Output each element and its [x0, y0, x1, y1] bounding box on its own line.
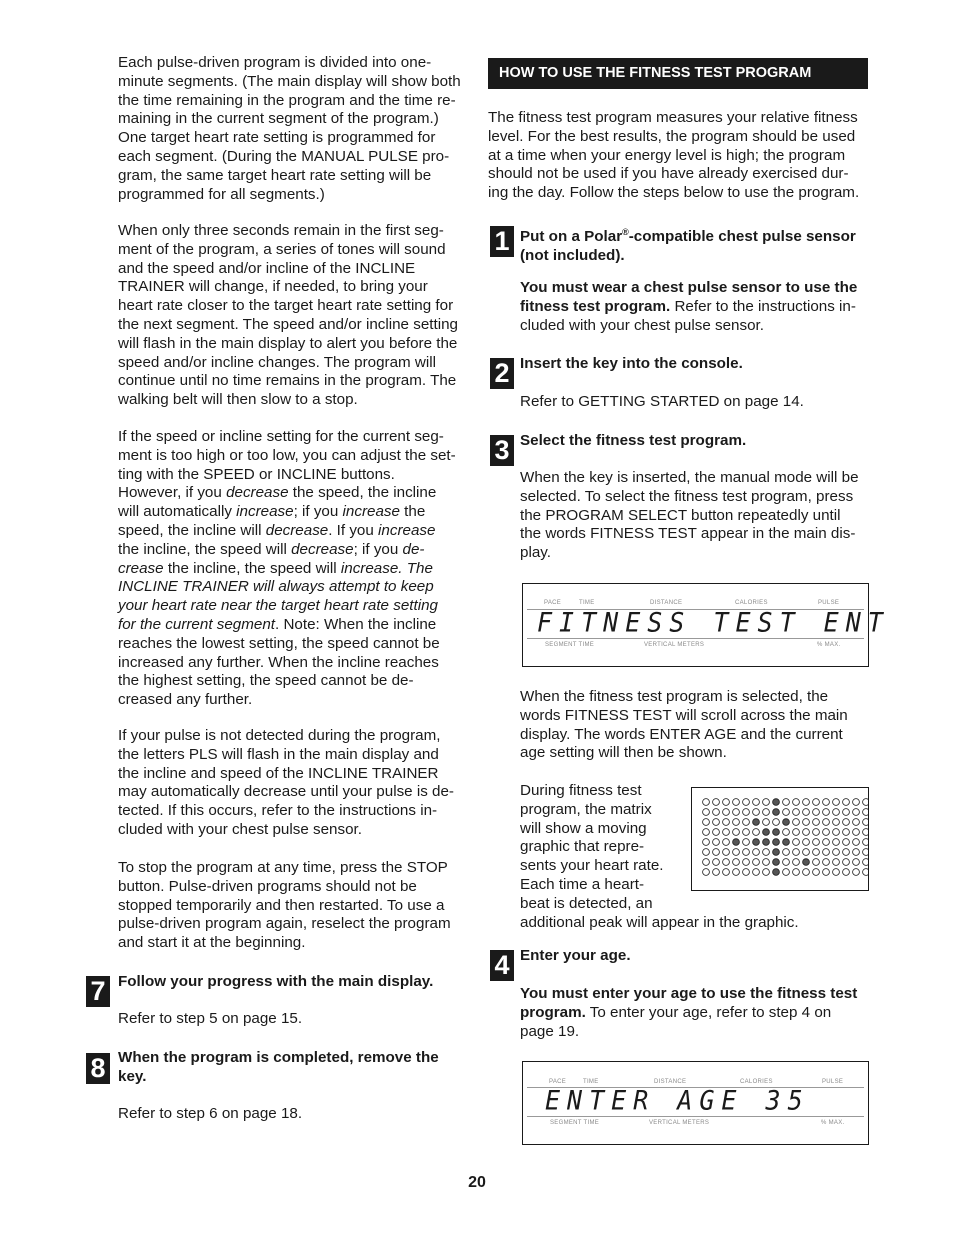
display-label-pace: PACE: [544, 600, 562, 606]
matrix-dot: [843, 829, 850, 836]
matrix-dot: [833, 829, 840, 836]
matrix-dot: [783, 869, 790, 876]
heart-rate-matrix-graphic: [691, 787, 869, 891]
matrix-dot: [723, 799, 730, 806]
matrix-dot: [853, 809, 860, 816]
matrix-dot: [743, 869, 750, 876]
matrix-dot: [853, 829, 860, 836]
display-label-pulse: PULSE: [818, 600, 840, 606]
display-label-distance: DISTANCE: [654, 1079, 687, 1085]
step-8-number: 8: [86, 1053, 110, 1084]
matrix-dot: [833, 869, 840, 876]
display-text: ENTER AGE 35: [545, 1085, 810, 1116]
matrix-dot: [823, 819, 830, 826]
step-3-body-3: During fitness test program, the matrix will show a moving graphic that repre- sents your heart rate. Each time a heart- beat is detected, an additional peak will appear in the graphic.: [520, 782, 799, 931]
matrix-dot: [833, 809, 840, 816]
matrix-dot: [783, 829, 790, 836]
matrix-dot: [823, 829, 830, 836]
matrix-dot: [803, 859, 810, 866]
display-label-calories: CALORIES: [740, 1079, 773, 1085]
matrix-dot: [833, 799, 840, 806]
matrix-dot: [763, 809, 770, 816]
matrix-dot: [733, 829, 740, 836]
matrix-dot: [833, 839, 840, 846]
matrix-dot: [743, 829, 750, 836]
display-label-time: TIME: [583, 1079, 599, 1085]
display-label-percent-max: % MAX.: [821, 1120, 845, 1126]
step-8-title: When the program is completed, remove the key.: [118, 1049, 439, 1085]
matrix-dot: [853, 869, 860, 876]
matrix-dot: [793, 809, 800, 816]
matrix-dot: [723, 829, 730, 836]
step-1-title: Put on a Polar®-compatible chest pulse sensor (not included).: [520, 227, 856, 264]
matrix-dot: [813, 839, 820, 846]
matrix-dot: [823, 849, 830, 856]
display-label-segment-time: SEGMENT TIME: [550, 1120, 600, 1126]
matrix-dot: [703, 829, 710, 836]
step-4-title: Enter your age.: [520, 947, 631, 964]
matrix-dot: [703, 799, 710, 806]
matrix-dot: [753, 859, 760, 866]
matrix-dot: [753, 839, 760, 846]
step-3-body: When the key is inserted, the manual mode will be selected. To select the fitness test program, press the PROGRAM SELECT button repeatedly until the words FITNESS TEST appear in the main dis- play.: [520, 469, 859, 562]
matrix-dot: [803, 829, 810, 836]
matrix-dot: [773, 799, 780, 806]
matrix-dot: [833, 859, 840, 866]
matrix-dot: [853, 839, 860, 846]
matrix-dot: [783, 819, 790, 826]
display-label-pulse: PULSE: [822, 1079, 844, 1085]
step-4-number: 4: [490, 950, 514, 981]
matrix-dot: [743, 859, 750, 866]
matrix-dot: [853, 819, 860, 826]
matrix-dot: [763, 839, 770, 846]
matrix-dot: [723, 859, 730, 866]
matrix-dot: [853, 799, 860, 806]
matrix-dot: [733, 859, 740, 866]
display-label-vertical-meters: VERTICAL METERS: [644, 642, 705, 648]
matrix-dot: [773, 839, 780, 846]
display-label-vertical-meters: VERTICAL METERS: [649, 1120, 710, 1126]
matrix-dot: [813, 859, 820, 866]
matrix-dot: [813, 819, 820, 826]
matrix-dot: [803, 799, 810, 806]
matrix-dot: [853, 859, 860, 866]
matrix-dot: [813, 809, 820, 816]
step-3-number: 3: [490, 435, 514, 466]
display-label-segment-time: SEGMENT TIME: [545, 642, 595, 648]
matrix-dot: [823, 859, 830, 866]
step-7-title: Follow your progress with the main display.: [118, 973, 434, 990]
step-3-title: Select the fitness test program.: [520, 432, 747, 449]
matrix-dot: [703, 859, 710, 866]
step-8-body: Refer to step 6 on page 18.: [118, 1105, 303, 1122]
matrix-dot: [863, 819, 869, 826]
matrix-dot: [863, 859, 869, 866]
matrix-dot: [783, 799, 790, 806]
matrix-dot: [823, 869, 830, 876]
display-label-percent-max: % MAX.: [817, 642, 841, 648]
matrix-dot: [793, 859, 800, 866]
display-label-pace: PACE: [549, 1079, 567, 1085]
step-3-body-2: When the fitness test program is selected, the words FITNESS TEST will scroll across the main display. The words ENTER AGE and the current age setting will then be shown.: [520, 688, 848, 762]
matrix-dot: [763, 869, 770, 876]
matrix-dot: [803, 839, 810, 846]
matrix-dot: [793, 819, 800, 826]
matrix-dot: [823, 799, 830, 806]
matrix-dot: [713, 859, 720, 866]
matrix-dot: [843, 799, 850, 806]
matrix-dot: [863, 799, 869, 806]
paragraph-segments: Each pulse-driven program is divided into one- minute segments. (The main display will show both the time remaining in the program and the time re- maining in the current segment of the program.) One target heart rate setting is programmed for each segment. (During the MANUAL PULSE pro- gram, the same target heart rate setting will be programmed for all segments.): [118, 54, 461, 203]
matrix-dot: [803, 819, 810, 826]
matrix-dot: [813, 829, 820, 836]
step-2-body: Refer to GETTING STARTED on page 14.: [520, 393, 804, 410]
matrix-dot: [793, 849, 800, 856]
step-7-number: 7: [86, 976, 110, 1007]
matrix-dot: [723, 869, 730, 876]
matrix-dot: [793, 799, 800, 806]
matrix-dot: [753, 829, 760, 836]
paragraph-stop-program: To stop the program at any time, press the STOP button. Pulse-driven programs should not be stopped temporarily and then restarted. To use a pulse-driven program again, reselect the program and start it at the beginning.: [118, 859, 451, 952]
display-text: FITNESS TEST ENT: [537, 607, 890, 638]
console-display-enter-age: [522, 1061, 869, 1145]
matrix-dot: [723, 839, 730, 846]
matrix-dot: [733, 849, 740, 856]
matrix-dot: [713, 799, 720, 806]
matrix-dot: [703, 849, 710, 856]
matrix-dot: [743, 849, 750, 856]
matrix-dot: [703, 839, 710, 846]
matrix-dot: [733, 839, 740, 846]
matrix-dot: [763, 849, 770, 856]
display-label-distance: DISTANCE: [650, 600, 683, 606]
matrix-dot: [843, 819, 850, 826]
matrix-dot: [713, 849, 720, 856]
paragraph-adjust-speed: If the speed or incline setting for the current seg- ment is too high or too low, you can adjust the set- ting with the SPEED or INCLINE buttons. However, if you decrease the speed, the incline will automatically increase; if you increase the speed, the incline will decrease. If you increase the incline, the speed will decrease; if you de- crease the incline, the speed will increase. The INCLINE TRAINER will always attempt to keep your heart rate near the target heart rate setting for the current segment. Note: When the incline reaches the lowest setting, the speed cannot be increased any further. When the incline reaches the highest setting, the speed cannot be de- creased any further.: [118, 428, 456, 709]
matrix-dot: [833, 849, 840, 856]
matrix-dot: [743, 839, 750, 846]
matrix-dot: [823, 809, 830, 816]
matrix-dot: [703, 809, 710, 816]
matrix-dot: [713, 869, 720, 876]
matrix-dot: [813, 869, 820, 876]
display-main-area: [527, 1087, 864, 1117]
matrix-dot: [843, 859, 850, 866]
matrix-dot: [723, 819, 730, 826]
matrix-dot: [813, 799, 820, 806]
matrix-dot: [723, 809, 730, 816]
matrix-dot: [753, 849, 760, 856]
matrix-dot: [843, 809, 850, 816]
matrix-dot: [773, 819, 780, 826]
matrix-dot: [713, 829, 720, 836]
display-main-area: [527, 607, 890, 639]
matrix-dot: [783, 809, 790, 816]
matrix-dot: [823, 839, 830, 846]
step-7-body: Refer to step 5 on page 15.: [118, 1010, 303, 1027]
matrix-dot: [753, 819, 760, 826]
matrix-dot: [803, 849, 810, 856]
matrix-dot: [863, 809, 869, 816]
matrix-dot: [763, 829, 770, 836]
matrix-dot: [763, 819, 770, 826]
matrix-dot: [783, 849, 790, 856]
matrix-dot: [733, 809, 740, 816]
matrix-dot: [793, 839, 800, 846]
matrix-dot: [843, 839, 850, 846]
matrix-dot: [753, 809, 760, 816]
matrix-dot: [773, 809, 780, 816]
matrix-dot: [783, 839, 790, 846]
matrix-dot: [813, 849, 820, 856]
matrix-dot: [773, 869, 780, 876]
matrix-dot: [743, 809, 750, 816]
step-1-body: You must wear a chest pulse sensor to use the fitness test program. Refer to the instructions in- cluded with your chest pulse sensor.: [520, 279, 858, 334]
matrix-dot: [753, 799, 760, 806]
display-label-time: TIME: [579, 600, 595, 606]
matrix-dot: [713, 809, 720, 816]
matrix-dot: [843, 869, 850, 876]
matrix-dot: [773, 849, 780, 856]
matrix-dot: [763, 799, 770, 806]
matrix-dot: [733, 819, 740, 826]
console-display-fitness-test: [522, 583, 890, 667]
matrix-dot: [743, 799, 750, 806]
step-2-title: Insert the key into the console.: [520, 355, 743, 372]
matrix-dot: [713, 839, 720, 846]
section-heading-bar: [488, 58, 868, 89]
matrix-dot: [853, 849, 860, 856]
step-1-number: 1: [490, 226, 514, 257]
section-heading: HOW TO USE THE FITNESS TEST PROGRAM: [499, 65, 812, 81]
matrix-dot: [703, 819, 710, 826]
matrix-dot: [783, 859, 790, 866]
matrix-dot: [753, 869, 760, 876]
paragraph-tones: When only three seconds remain in the first seg- ment of the program, a series of tones will sound and the speed and/or incline of the INCLINE TRAINER will change, if needed, to bring your heart rate closer to the target heart rate setting for the next segment. The speed and/or incline setting will flash in the main display to alert you before the speed and/or incline changes. The program will continue until no time remains in the program. The walking belt will then slow to a stop.: [118, 222, 458, 409]
matrix-dot: [843, 849, 850, 856]
matrix-dots: [692, 788, 869, 891]
page-number: 20: [468, 1174, 486, 1191]
matrix-dot: [793, 829, 800, 836]
display-label-calories: CALORIES: [735, 600, 768, 606]
matrix-dot: [703, 869, 710, 876]
matrix-dot: [713, 819, 720, 826]
step-4-body: You must enter your age to use the fitness test program. To enter your age, refer to step 4 on page 19.: [520, 985, 858, 1040]
matrix-dot: [743, 819, 750, 826]
matrix-dot: [863, 869, 869, 876]
paragraph-pulse-not-detected: If your pulse is not detected during the program, the letters PLS will flash in the main display and the incline and speed of the INCLINE TRAINER may automatically decrease until your pulse is de- tected. If this occurs, refer to the instructions in- cluded with your chest pulse sensor.: [118, 727, 454, 838]
fitness-test-intro: The fitness test program measures your relative fitness level. For the best results, the program should be used at a time when your energy level is high; the program should not be used if you have already exercised dur- ing the day. Follow the steps below to use the program.: [488, 109, 860, 202]
matrix-dot: [793, 869, 800, 876]
matrix-dot: [733, 799, 740, 806]
matrix-dot: [773, 859, 780, 866]
matrix-dot: [803, 869, 810, 876]
matrix-dot: [833, 819, 840, 826]
matrix-dot: [863, 829, 869, 836]
step-2-number: 2: [490, 358, 514, 389]
matrix-dot: [733, 869, 740, 876]
matrix-dot: [863, 839, 869, 846]
matrix-dot: [773, 829, 780, 836]
matrix-dot: [763, 859, 770, 866]
matrix-dot: [723, 849, 730, 856]
matrix-dot: [863, 849, 869, 856]
matrix-dot: [803, 809, 810, 816]
